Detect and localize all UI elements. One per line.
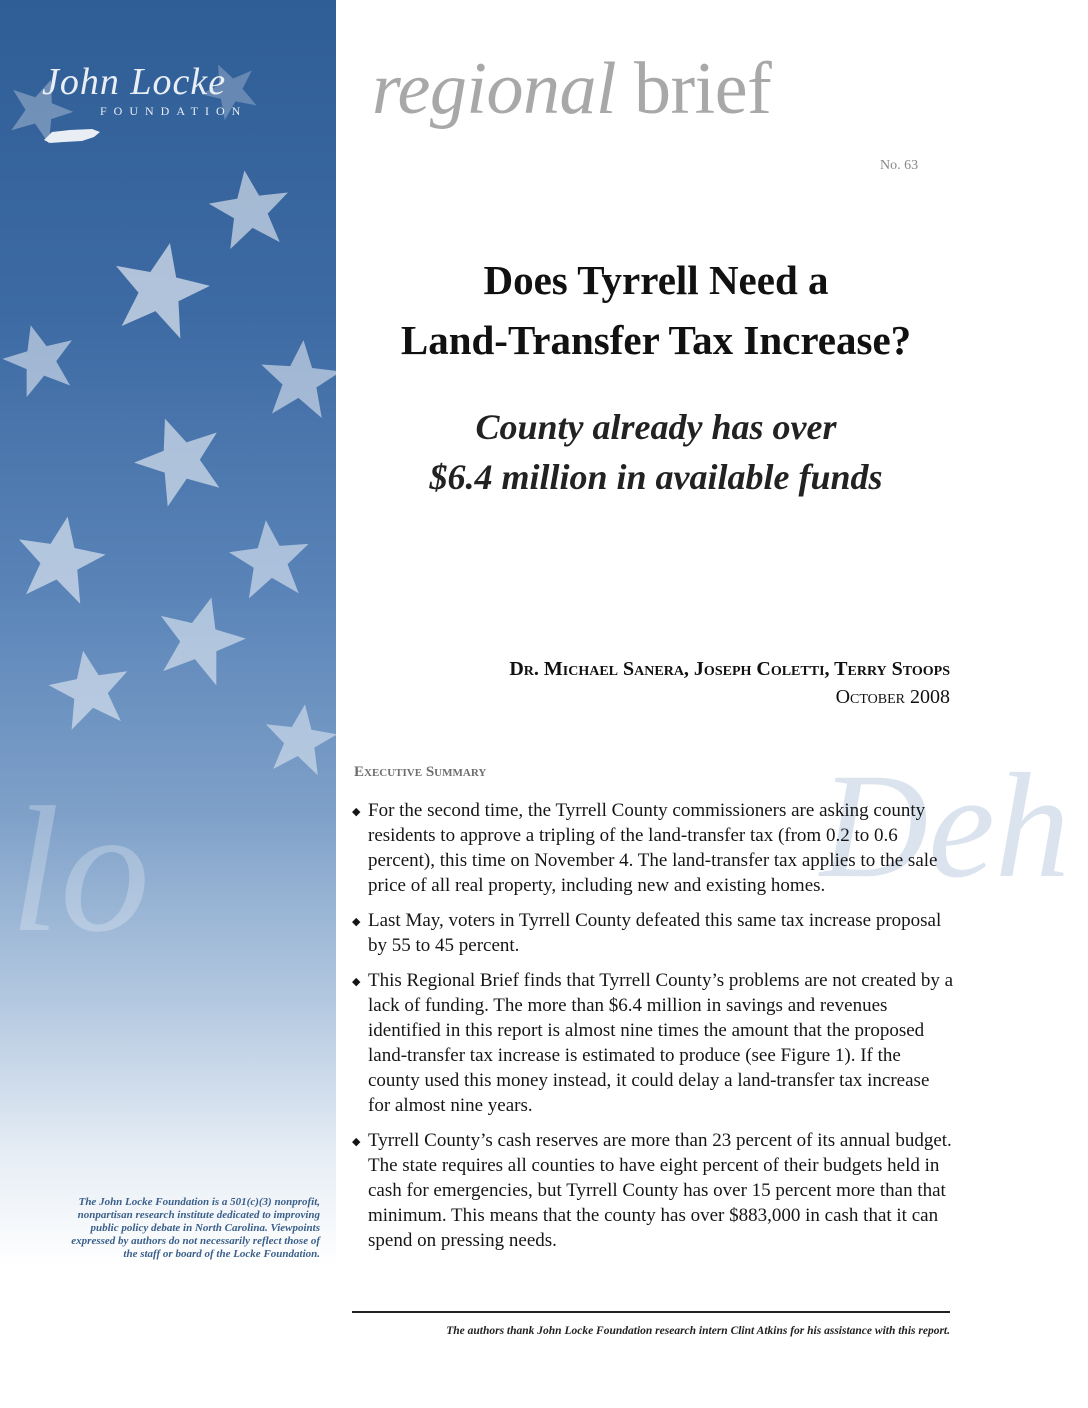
- summary-bullet-list: [352, 798, 954, 1263]
- publication-name-regional: regional: [372, 48, 617, 130]
- publication-name: [372, 44, 771, 134]
- page-title: [346, 250, 966, 370]
- summary-bullet-text: This Regional Brief finds that Tyrrell County’s problems are not created by a lack of funding. The more than $6.4 million in savings and revenues identified in this report is almost nine times the amount that the proposed land-transfer tax increase is estimated to produce (see Figure 1). If the county used this money instead, it could delay a land-transfer tax increase for almost nine years.: [368, 970, 954, 1116]
- svg-text:lo: lo: [10, 770, 151, 969]
- summary-bullet-text: Last May, voters in Tyrrell County defeated this same tax increase proposal by 55 to 45 percent.: [368, 910, 942, 956]
- publication-date: October 2008: [835, 686, 950, 708]
- sidebar-flag-panel: [0, 0, 336, 1408]
- bullet-diamond-icon: ◆: [352, 916, 361, 928]
- watermark-script: Deh: [820, 743, 1070, 909]
- issue-number: No. 63: [880, 158, 919, 173]
- logo-script-text: John Locke: [42, 61, 227, 103]
- authors: Dr. Michael Sanera, Joseph Coletti, Terry Stoops: [509, 658, 950, 680]
- foundation-disclaimer: The John Locke Foundation is a 501(c)(3) nonprofit, nonpartisan research institute dedicated to improving public policy debate in North Carolina. Viewpoints expressed by authors do not necessarily reflect those of the staff or board of the Locke Foundation.: [71, 1196, 320, 1260]
- title-line-1: Does Tyrrell Need a: [483, 257, 829, 303]
- logo-foundation-text: FOUNDATION: [100, 104, 248, 118]
- page-subtitle: [346, 402, 966, 502]
- flag-stars-graphic: [0, 0, 336, 1000]
- title-line-2: Land-Transfer Tax Increase?: [400, 317, 912, 363]
- footer-divider: [352, 1311, 950, 1313]
- john-locke-logo: [42, 62, 312, 119]
- summary-bullet: [352, 968, 954, 1118]
- bullet-diamond-icon: ◆: [352, 1136, 361, 1148]
- bullet-diamond-icon: ◆: [352, 806, 361, 818]
- summary-bullet-text: For the second time, the Tyrrell County commissioners are asking county residents to approve a tripling of the land-transfer tax (from 0.2 to 0.6 percent), this time on November 4. The land-transfer tax applies to the sale price of all real property, including new and existing homes.: [368, 800, 938, 896]
- north-carolina-map-icon: [42, 128, 102, 144]
- bullet-diamond-icon: ◆: [352, 976, 361, 988]
- summary-bullet: [352, 908, 954, 958]
- acknowledgement-note: The authors thank John Locke Foundation research intern Clint Atkins for his assistance with this report.: [446, 1325, 950, 1337]
- subtitle-line-1: County already has over: [475, 407, 837, 447]
- summary-bullet-text: Tyrrell County’s cash reserves are more than 23 percent of its annual budget. The state requires all counties to have eight percent of their budgets held in cash for emergencies, but Tyrrell County has over 15 percent more than that minimum. This means that the county has over $883,000 in cash that it can spend on pressing needs.: [368, 1130, 952, 1251]
- subtitle-line-2: $6.4 million in available funds: [429, 457, 883, 497]
- executive-summary-heading: Executive Summary: [354, 764, 487, 780]
- summary-bullet: [352, 798, 954, 898]
- summary-bullet: [352, 1128, 954, 1253]
- publication-name-brief: brief: [634, 48, 772, 130]
